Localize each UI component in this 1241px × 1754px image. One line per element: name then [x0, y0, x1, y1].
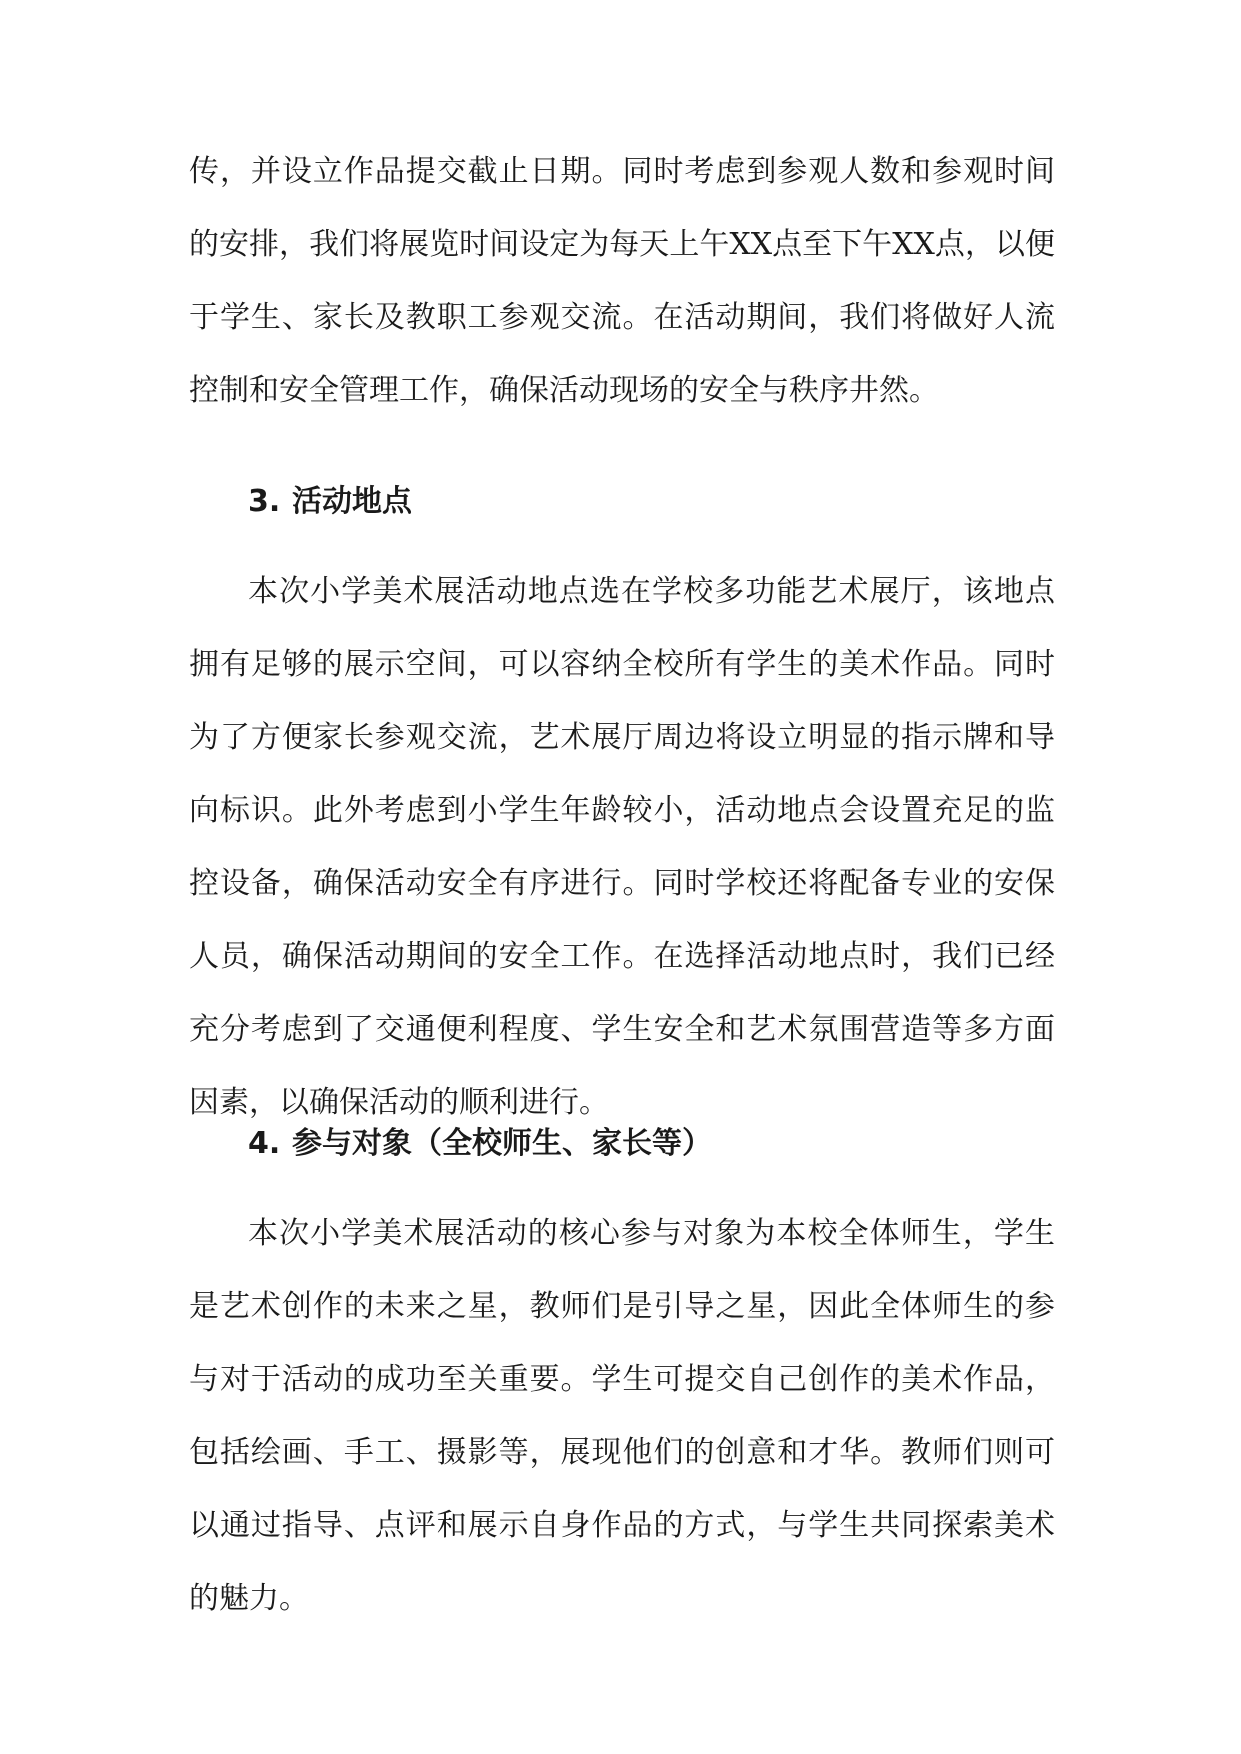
section-4-number: 4.	[248, 1126, 281, 1161]
section-3-heading	[248, 482, 412, 522]
section-4-heading	[248, 1124, 712, 1164]
paragraph-continuation: 传，并设立作品提交截止日期。同时考虑到参观人数和参观时间的安排，我们将展览时间设定为每天上午XX点至下午XX点，以便于学生、家长及教职工参观交流。在活动期间，我们将做好人流控制和安全管理工作，确保活动现场的安全与秩序井然。	[189, 154, 1055, 408]
section-4-body: 本次小学美术展活动的核心参与对象为本校全体师生，学生是艺术创作的未来之星，教师们是引导之星，因此全体师生的参与对于活动的成功至关重要。学生可提交自己创作的美术作品，包括绘画、手工、摄影等，展现他们的创意和才华。教师们则可以通过指导、点评和展示自身作品的方式，与学生共同探索美术的魅力。	[189, 1216, 1055, 1616]
section-3-number: 3.	[248, 484, 281, 519]
section-4-title: 参与对象（全校师生、家长等）	[292, 1126, 712, 1161]
section-3-title: 活动地点	[292, 484, 412, 519]
section-3-body: 本次小学美术展活动地点选在学校多功能艺术展厅，该地点拥有足够的展示空间，可以容纳全校所有学生的美术作品。同时为了方便家长参观交流，艺术展厅周边将设立明显的指示牌和导向标识。此外考虑到小学生年龄较小，活动地点会设置充足的监控设备，确保活动安全有序进行。同时学校还将配备专业的安保人员，确保活动期间的安全工作。在选择活动地点时，我们已经充分考虑到了交通便利程度、学生安全和艺术氛围营造等多方面因素，以确保活动的顺利进行。	[189, 574, 1055, 1120]
